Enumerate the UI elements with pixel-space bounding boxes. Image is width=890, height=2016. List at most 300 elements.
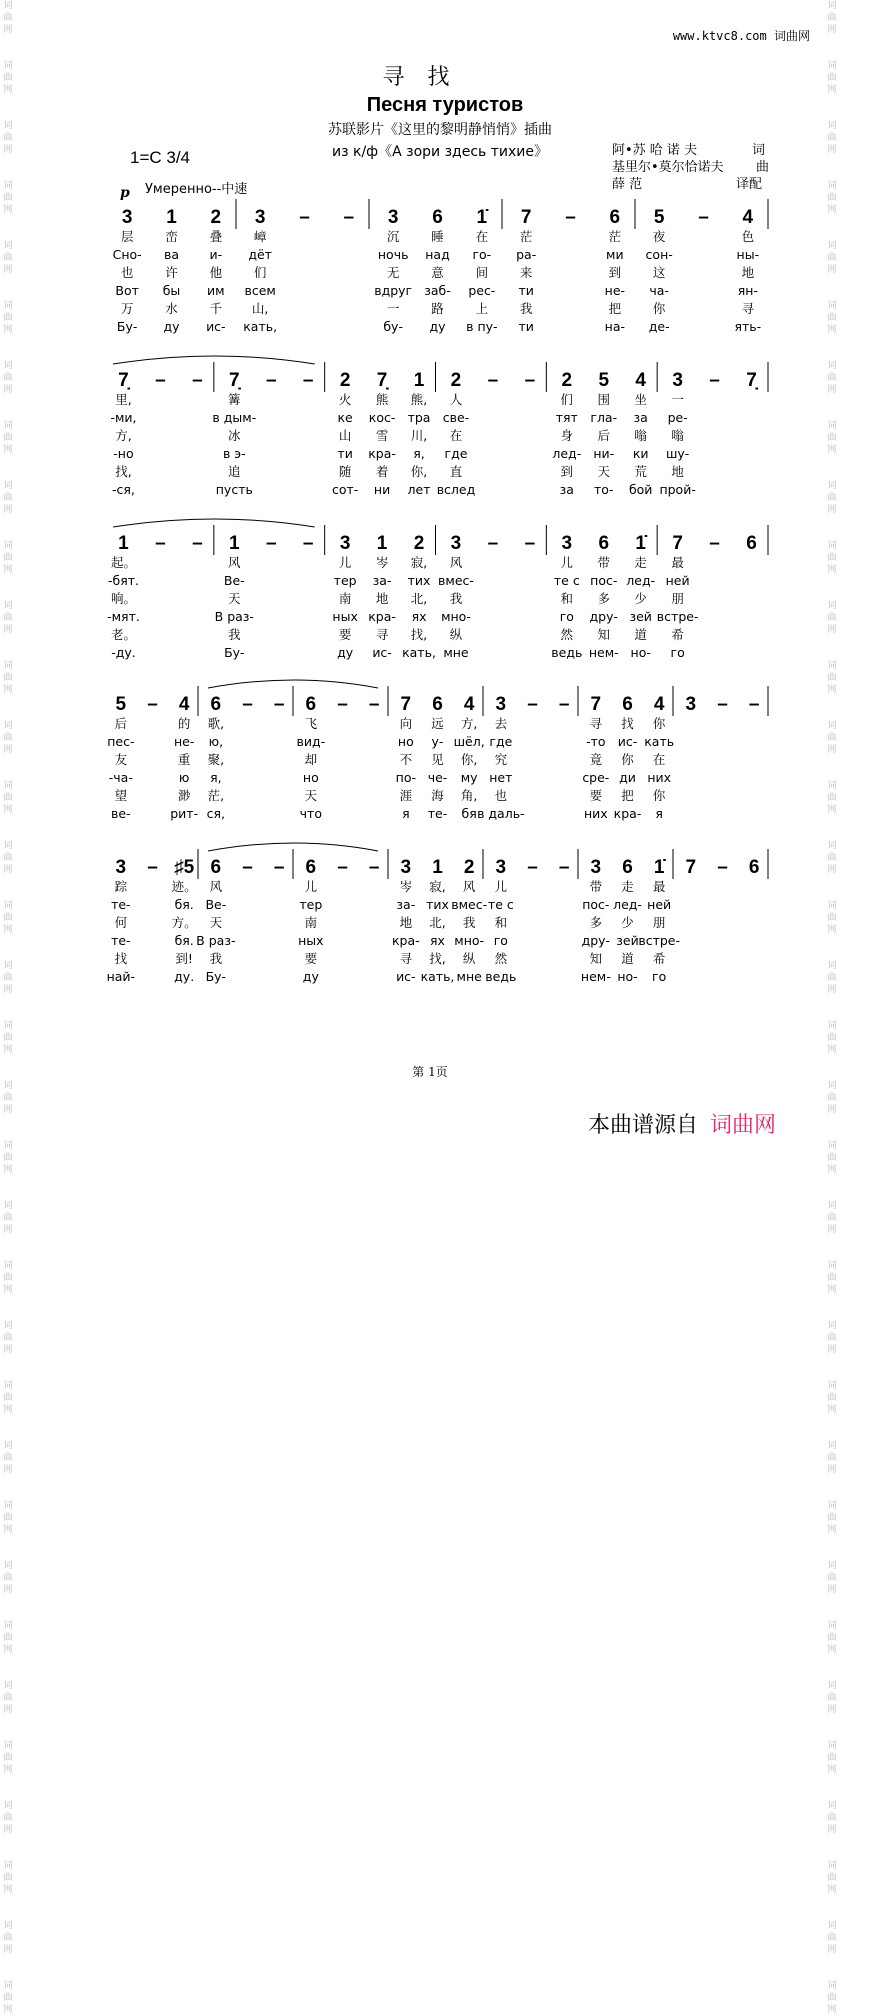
lyric-syllable: 知 [597, 627, 611, 642]
lyric-syllable: му [460, 770, 478, 785]
lyric-syllable: ду [429, 319, 446, 334]
lyric-syllable: 找, [115, 464, 132, 479]
note: 6 [305, 694, 317, 715]
note: 3 [121, 207, 133, 228]
lyric-syllable: 着 [375, 464, 389, 479]
note: 2 [450, 370, 462, 391]
lyric-syllable: де- [648, 319, 670, 334]
lyric-syllable: Ве- [205, 897, 227, 912]
lyric-syllable: 你 [621, 752, 634, 767]
lyric-syllable: бой [628, 482, 653, 497]
note: 6 [746, 533, 757, 554]
lyric-syllable: го [652, 969, 667, 984]
lyric-syllable: Ве- [223, 573, 245, 588]
lyric-syllable: бя [461, 806, 477, 821]
lyric-syllable: 和 [560, 591, 574, 606]
note: – [155, 370, 166, 391]
credit-translator-role: 译配 [736, 177, 763, 192]
lyric-syllable: всем [244, 283, 276, 298]
lyric-syllable: 他 [209, 265, 223, 280]
lyric-syllable: 希 [652, 951, 666, 966]
note: – [192, 533, 203, 554]
lyric-syllable: лет [407, 482, 431, 497]
note: 1 [166, 207, 177, 228]
lyric-syllable: -ча- [108, 770, 133, 785]
note: – [192, 370, 203, 391]
note: 6 [210, 857, 222, 878]
lyric-syllable: 水 [165, 301, 178, 316]
lyric-syllable: 你, [460, 752, 478, 767]
lyric-syllable: ча- [649, 283, 669, 298]
lyric-syllable: ни [373, 482, 391, 497]
note: – [273, 857, 285, 878]
note: 3 [590, 857, 602, 878]
lyric-syllable: 来 [519, 265, 533, 280]
lyric-syllable: ях [411, 609, 427, 624]
note: 7̣ [118, 370, 129, 391]
note: 4 [653, 694, 665, 715]
lyric-syllable: 荒 [634, 464, 647, 479]
lyric-syllable: ди [619, 770, 636, 785]
lyric-syllable: 寻 [589, 716, 603, 731]
lyric-syllable: ях [430, 933, 445, 948]
lyric-syllable: где [489, 734, 513, 749]
tempo-marking: Умеренно--中速 [145, 182, 248, 197]
lyric-syllable: 在 [449, 428, 463, 443]
lyric-syllable: 峦 [165, 229, 178, 244]
note: 4 [178, 694, 190, 715]
lyric-syllable: 渺 [177, 788, 191, 803]
lyric-syllable: 寻 [375, 627, 389, 642]
lyric-syllable: 睡 [431, 229, 444, 244]
lyric-syllable: рит- [170, 806, 199, 821]
lyric-syllable: Бу- [205, 969, 227, 984]
note: – [524, 533, 536, 554]
note: 7 [590, 694, 602, 715]
lyric-syllable: 我 [228, 627, 241, 642]
lyric-syllable: 后 [597, 428, 611, 443]
lyric-syllable: 多 [589, 915, 603, 930]
note: – [147, 857, 158, 878]
lyric-syllable: 坐 [634, 392, 647, 407]
note: – [242, 694, 253, 715]
lyric-syllable: ведь [485, 969, 517, 984]
lyric-syllable: вслед [436, 482, 476, 497]
lyric-syllable: 你 [652, 716, 666, 731]
note: 2 [210, 207, 222, 228]
lyric-syllable: 后 [114, 716, 128, 731]
lyric-syllable: зей [616, 933, 639, 948]
lyric-syllable: 儿 [494, 879, 508, 894]
lyric-syllable: тер [299, 897, 323, 912]
lyric-syllable: ре- [667, 410, 688, 425]
lyric-syllable: встре- [638, 933, 681, 948]
lyric-syllable: им [207, 283, 225, 298]
note: 1̇ [635, 533, 646, 554]
lyric-syllable: мне [456, 969, 482, 984]
lyric-syllable: прой- [659, 482, 696, 497]
note: 6 [210, 694, 222, 715]
lyric-syllable: 向 [399, 716, 413, 731]
note: – [337, 694, 348, 715]
lyric-syllable: 地 [399, 915, 413, 930]
lyric-syllable: пос- [590, 573, 618, 588]
note: – [527, 857, 538, 878]
lyric-syllable: Вот [115, 283, 139, 298]
note: – [717, 694, 728, 715]
lyric-syllable: 南 [304, 915, 318, 930]
lyric-syllable: то- [594, 482, 614, 497]
lyric-syllable: зей [629, 609, 652, 624]
lyric-syllable: в даль- [477, 806, 525, 821]
site-url[interactable]: www.ktvc8.com [672, 29, 767, 43]
lyric-syllable: 这 [652, 265, 666, 280]
lyric-syllable: ся, [206, 806, 226, 821]
lyric-syllable: 沉 [386, 229, 400, 244]
lyric-syllable: кра- [368, 446, 396, 461]
lyric-syllable: 不 [399, 752, 413, 767]
lyric-syllable: те с [487, 897, 514, 912]
lyric-syllable: 人 [449, 392, 463, 407]
lyric-syllable: 纵 [449, 627, 463, 642]
lyric-syllable: 把 [608, 301, 622, 316]
lyric-syllable: 也 [494, 788, 508, 803]
source-cn: 苏联影片《这里的黎明静悄悄》插曲 [328, 122, 552, 138]
watermark-edge-right: 词 曲 网 词 曲 网 词 曲 网 词 曲 网 词 曲 网 词 曲 网 词 曲 网 词 曲 网 词 曲 网 词 曲 网 词 曲 网 词 曲 网 词 曲 网 词 曲 网 词 曲 网 词 曲 网 词 曲 网 词 曲 网 词 曲 网 词 曲 网 词 曲 网 词 曲 网 词 曲 网 词 曲 网 词 曲 网 词 曲 网 词 曲 网 词 曲 网 词 曲 网 词 曲 网 词 曲 网 词 曲 网 词 曲 网 词 曲 网 [827, 1, 837, 2015]
lyric-syllable: 茫 [608, 229, 622, 244]
lyric-syllable: 寂, [410, 555, 428, 570]
lyric-syllable: 嗡 [634, 428, 647, 443]
note: – [748, 694, 760, 715]
note: 4 [463, 694, 475, 715]
lyric-syllable: 雪 [375, 428, 389, 443]
lyric-syllable: 见 [431, 752, 444, 767]
lyric-syllable: 层 [120, 229, 134, 244]
lyric-syllable: вмес- [438, 573, 474, 588]
lyric-syllable: в э- [222, 446, 246, 461]
note: – [265, 370, 277, 391]
lyric-syllable: -мят. [107, 609, 140, 624]
lyric-syllable: мно- [441, 609, 471, 624]
lyric-syllable: 到! [175, 951, 193, 966]
lyric-syllable: -ся, [112, 482, 135, 497]
lyric-syllable: вдруг [374, 283, 413, 298]
lyric-syllable: 天 [209, 915, 223, 930]
lyric-syllable: 嗡 [671, 428, 684, 443]
lyric-syllable: 海 [431, 788, 444, 803]
note: 4 [635, 370, 646, 391]
lyric-syllable: в дым- [212, 410, 257, 425]
lyric-syllable: пос- [582, 897, 610, 912]
lyric-syllable: 道 [634, 627, 647, 642]
note: – [487, 370, 499, 391]
note: 3 [450, 533, 462, 554]
note: – [302, 533, 314, 554]
lyric-syllable: лед- [552, 446, 582, 461]
lyric-syllable: кос- [368, 410, 396, 425]
note: – [565, 207, 576, 228]
lyric-syllable: го [559, 609, 574, 624]
lyric-syllable: 篝 [228, 392, 241, 407]
note: – [343, 207, 355, 228]
lyric-syllable: 远 [431, 716, 444, 731]
lyric-syllable: 们 [253, 265, 267, 280]
lyric-syllable: 然 [560, 627, 574, 642]
lyric-syllable: 川, [410, 428, 428, 443]
lyric-syllable: на- [604, 319, 626, 334]
lyric-syllable: 熊, [410, 392, 428, 407]
lyric-syllable: 天 [228, 591, 241, 606]
note: – [368, 694, 380, 715]
lyric-syllable: 友 [114, 752, 128, 767]
note: 6 [748, 857, 760, 878]
lyric-syllable: 究 [494, 752, 508, 767]
lyric-syllable: 风 [228, 555, 241, 570]
lyric-syllable: ней [647, 897, 672, 912]
lyric-syllable: че- [427, 770, 448, 785]
lyric-syllable: 我 [462, 915, 476, 930]
note: 3 [685, 694, 697, 715]
lyric-syllable: ки [632, 446, 649, 461]
lyric-syllable: ду [337, 645, 354, 660]
lyric-syllable: них [647, 770, 672, 785]
note: – [302, 370, 314, 391]
lyric-syllable: кра- [368, 609, 396, 624]
lyric-syllable: 茫 [519, 229, 533, 244]
note: – [524, 370, 536, 391]
lyric-syllable: те- [111, 897, 131, 912]
credit-lyricist-role: 词 [752, 143, 766, 158]
note: – [273, 694, 285, 715]
lyric-syllable: ва [163, 247, 180, 262]
note: 3 [561, 533, 573, 554]
note: 3 [495, 857, 507, 878]
lyric-syllable: 间 [475, 265, 489, 280]
lyric-syllable: 茫, [207, 788, 225, 803]
note: 2 [463, 857, 475, 878]
note: – [487, 533, 499, 554]
lyric-syllable: бу- [383, 319, 403, 334]
lyric-syllable: 我 [209, 951, 223, 966]
note: 2 [339, 370, 351, 391]
credit-lyricist-name: 阿•苏 哈 诺 夫 [612, 143, 698, 158]
lyric-syllable: шёл, [453, 734, 485, 749]
footer-source-label: 本曲谱源自 [588, 1113, 699, 1138]
lyric-syllable: ян- [737, 283, 758, 298]
lyric-syllable: тер [333, 573, 357, 588]
lyric-syllable: 一 [386, 301, 400, 316]
lyric-syllable: 也 [120, 265, 134, 280]
lyric-syllable: те- [427, 806, 448, 821]
note: 1̇ [653, 857, 665, 878]
lyric-syllable: кать, [243, 319, 278, 334]
lyric-syllable: ду. [174, 969, 195, 984]
lyric-syllable: 在 [652, 752, 666, 767]
lyric-syllable: кать, [420, 969, 455, 984]
lyric-syllable: 找, [429, 951, 446, 966]
lyric-syllable: -бят. [107, 573, 139, 588]
note: 1 [118, 533, 129, 554]
lyric-syllable: 山 [338, 428, 352, 443]
lyric-syllable: кать [644, 734, 675, 749]
lyric-syllable: но [397, 734, 414, 749]
note: 7̣ [376, 370, 388, 391]
lyric-syllable: за [559, 482, 574, 497]
lyric-syllable: 上 [475, 301, 489, 316]
lyric-syllable: дру- [581, 933, 611, 948]
lyric-syllable: но [302, 770, 319, 785]
note: – [337, 857, 348, 878]
lyric-syllable: 要 [304, 951, 318, 966]
lyric-syllable: ис- [396, 969, 416, 984]
lyric-syllable: ке [337, 410, 353, 425]
note: – [155, 533, 166, 554]
lyric-syllable: 地 [741, 265, 755, 280]
lyric-syllable: сре- [582, 770, 610, 785]
lyric-syllable: 竟 [589, 752, 603, 767]
lyric-syllable: 你 [652, 788, 666, 803]
footer-source[interactable] [588, 1108, 776, 1139]
lyric-syllable: 路 [431, 301, 444, 316]
lyric-syllable: ведь [551, 645, 583, 660]
lyric-syllable: -ду. [111, 645, 136, 660]
note: 3 [339, 533, 351, 554]
note: 7 [520, 207, 532, 228]
credit-composer-name: 基里尔•莫尔恰诺夫 [612, 160, 724, 175]
lyric-syllable: вид- [296, 734, 326, 749]
lyric-syllable: бы [162, 283, 181, 298]
lyric-syllable: 走 [621, 879, 634, 894]
note: – [242, 857, 253, 878]
note: 1 [432, 857, 443, 878]
lyric-syllable: 方, [460, 716, 478, 731]
footer-source-brand[interactable]: 词曲网 [710, 1113, 777, 1138]
lyric-syllable: где [444, 446, 468, 461]
note: 6 [432, 207, 443, 228]
note: 7̣ [746, 370, 757, 391]
lyric-syllable: 带 [597, 555, 611, 570]
lyric-syllable: 到 [608, 265, 622, 280]
note: – [299, 207, 310, 228]
credit-composer-role: 曲 [756, 160, 770, 175]
lyric-syllable: тят [555, 410, 578, 425]
lyric-syllable: 你 [652, 301, 666, 316]
note: 3 [400, 857, 412, 878]
lyric-syllable: 和 [494, 915, 508, 930]
note: 3 [115, 857, 127, 878]
lyric-syllable: 天 [597, 464, 611, 479]
lyric-syllable: за [633, 410, 648, 425]
credit-translator-name: 薛 范 [612, 177, 643, 192]
lyric-syllable: 在 [475, 229, 489, 244]
note: 2 [413, 533, 425, 554]
lyric-syllable: 要 [338, 627, 352, 642]
lyric-syllable: 儿 [560, 555, 574, 570]
lyric-syllable: у- [431, 734, 444, 749]
lyric-syllable: не- [604, 283, 626, 298]
lyric-syllable: 去 [494, 716, 508, 731]
lyric-syllable: 找, [410, 627, 428, 642]
lyric-syllable: рес- [468, 283, 496, 298]
lyric-syllable: ни- [593, 446, 615, 461]
note: – [698, 207, 709, 228]
lyric-syllable: 山, [251, 301, 269, 316]
note: ♯5 [174, 857, 195, 878]
note: 7 [685, 857, 697, 878]
note: – [558, 694, 570, 715]
note: 3 [672, 370, 683, 391]
lyric-syllable: ти [337, 446, 353, 461]
lyric-syllable: пусть [215, 482, 253, 497]
note: 3 [254, 207, 266, 228]
lyric-syllable: 聚, [207, 752, 225, 767]
lyric-syllable: 飞 [304, 716, 318, 731]
lyric-syllable: лед- [613, 897, 642, 912]
note: 1̇ [476, 207, 488, 228]
lyric-syllable: 风 [449, 555, 463, 570]
key-signature: 1=C 3/4 [130, 148, 191, 167]
lyric-syllable: в пу- [466, 319, 498, 334]
note: – [368, 857, 380, 878]
lyric-syllable: ных [332, 609, 358, 624]
song-subtitle: Песня туристов [366, 94, 524, 116]
lyric-syllable: ней [665, 573, 690, 588]
lyric-syllable: ис- [372, 645, 392, 660]
lyric-syllable: 重 [177, 752, 191, 767]
lyric-syllable: но- [617, 969, 638, 984]
note: 1 [229, 533, 240, 554]
lyric-syllable: бя. [174, 933, 194, 948]
lyric-syllable: -но [113, 446, 134, 461]
note: 1 [376, 533, 388, 554]
lyric-syllable: 嶂 [253, 229, 267, 244]
lyric-syllable: я [655, 806, 663, 821]
lyric-syllable: пес- [107, 734, 135, 749]
lyric-syllable: го [670, 645, 685, 660]
note: – [717, 857, 728, 878]
lyric-syllable: 地 [671, 464, 684, 479]
watermark-edge-left: 词 曲 网 词 曲 网 词 曲 网 词 曲 网 词 曲 网 词 曲 网 词 曲 网 词 曲 网 词 曲 网 词 曲 网 词 曲 网 词 曲 网 词 曲 网 词 曲 网 词 曲 网 词 曲 网 词 曲 网 词 曲 网 词 曲 网 词 曲 网 词 曲 网 词 曲 网 词 曲 网 词 曲 网 词 曲 网 词 曲 网 词 曲 网 词 曲 网 词 曲 网 词 曲 网 词 曲 网 词 曲 网 词 曲 网 词 曲 网 [3, 1, 13, 2015]
site-name[interactable]: 词曲网 [773, 29, 810, 43]
lyric-syllable: 何 [114, 915, 128, 930]
lyric-syllable: мно- [454, 933, 485, 948]
lyric-syllable: 望 [114, 788, 128, 803]
lyric-syllable: не- [173, 734, 195, 749]
lyric-syllable: 朋 [671, 591, 684, 606]
lyric-syllable: 要 [589, 788, 603, 803]
lyric-syllable: 南 [338, 591, 352, 606]
note: 6 [432, 694, 443, 715]
lyric-syllable: 熊 [375, 392, 389, 407]
lyric-syllable: 意 [431, 265, 444, 280]
lyric-syllable: шу- [665, 446, 690, 461]
lyric-syllable: 我 [519, 301, 533, 316]
lyric-syllable: ных [298, 933, 324, 948]
lyric-syllable: сот- [331, 482, 359, 497]
lyric-syllable: гла- [590, 410, 618, 425]
lyric-syllable: встре- [656, 609, 699, 624]
lyric-syllable: тих [426, 897, 449, 912]
lyric-syllable: 寻 [741, 301, 755, 316]
lyric-syllable: 火 [338, 392, 352, 407]
lyric-syllable: ю, [208, 734, 224, 749]
lyric-syllable: дру- [589, 609, 618, 624]
song-title: 寻 找 [382, 65, 458, 90]
note: 7̣ [229, 370, 240, 391]
note: 6 [622, 694, 633, 715]
lyric-syllable: ис- [206, 319, 226, 334]
lyric-syllable: нет [489, 770, 513, 785]
